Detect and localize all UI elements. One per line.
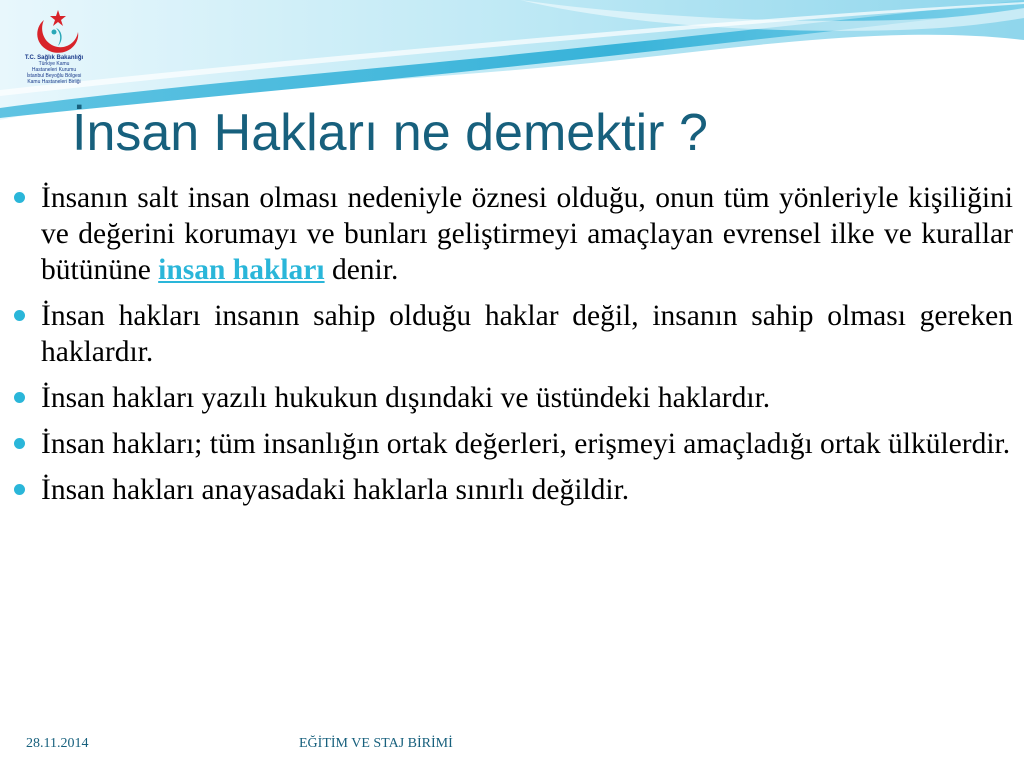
logo-caption-line: Hastaneleri Kurumu	[31, 67, 77, 73]
bullet-item	[12, 380, 1013, 416]
logo-caption-line: İstanbul Beyoğlu Bölgesi	[26, 73, 82, 79]
bullet-text: İnsan hakları yazılı hukukun dışındaki ve üstündeki haklardır.	[41, 382, 771, 414]
bullet-dot-icon	[14, 438, 25, 449]
logo-caption-line: Kamu Hastaneleri Birliği	[27, 79, 81, 85]
bullet-text: İnsan hakları anayasadaki haklarla sınırlı değildir.	[41, 474, 630, 506]
slide-title: İnsan Hakları ne demektir ?	[72, 104, 708, 162]
bullet-item	[12, 298, 1013, 370]
bullet-list	[12, 180, 1013, 518]
logo-org-name: T.C. Sağlık Bakanlığı	[24, 55, 84, 61]
bullet-text-end: denir.	[324, 254, 399, 286]
footer-unit: EĞİTİM VE STAJ BİRİMİ	[299, 736, 453, 751]
bullet-dot-icon	[14, 192, 25, 203]
bullet-item	[12, 180, 1013, 288]
highlight-term: insan hakları	[158, 254, 325, 286]
bullet-text: İnsan hakları; tüm insanlığın ortak değerleri, erişmeyi amaçladığı ortak ülkülerdir.	[41, 428, 1011, 460]
bullet-item	[12, 426, 1013, 462]
bullet-dot-icon	[14, 484, 25, 495]
ministry-emblem-icon	[14, 6, 98, 60]
bullet-dot-icon	[14, 392, 25, 403]
bullet-text: İnsanın salt insan olması nedeniyle öznesi olduğu, onun tüm yönleriyle kişiliğini ve değerini korumayı ve bunları geliştirmeyi amaçlayan evrensel ilke ve kurallar bütününe	[41, 182, 1013, 286]
logo-caption	[6, 55, 102, 85]
bullet-dot-icon	[14, 310, 25, 321]
logo-caption-line: Türkiye Kamu	[38, 61, 70, 67]
footer-date: 28.11.2014	[26, 736, 89, 751]
bullet-text: İnsan hakları insanın sahip olduğu haklar değil, insanın sahip olması gereken haklardır.	[41, 300, 1013, 368]
bullet-item	[12, 472, 1013, 508]
